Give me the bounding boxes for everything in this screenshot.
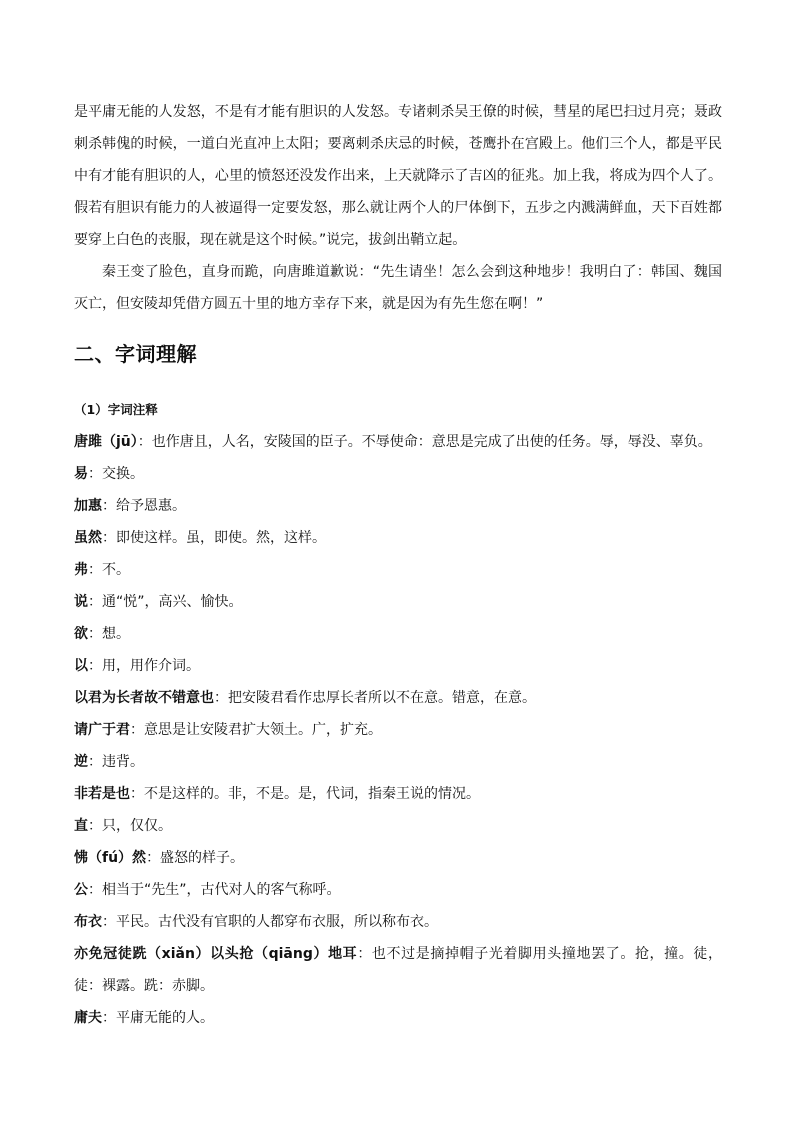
glossary-subtitle: （1）字词注释	[74, 402, 158, 417]
glossary-entry	[74, 618, 722, 650]
glossary-term: 加惠	[74, 498, 102, 514]
glossary-entry	[74, 522, 722, 554]
glossary-entry	[74, 714, 722, 746]
glossary-definition: ：不。	[88, 562, 130, 578]
glossary-definition: ：违背。	[88, 754, 144, 770]
glossary-definition: ：交换。	[88, 466, 144, 482]
glossary	[74, 394, 722, 1034]
glossary-entry	[74, 842, 722, 874]
glossary-definition: ：即使这样。虽，即使。然，这样。	[102, 530, 326, 546]
glossary-definition: ：平庸无能的人。	[102, 1010, 214, 1026]
glossary-term: 非若是也	[74, 786, 130, 802]
glossary-entry	[74, 906, 722, 938]
glossary-term: 唐雎（jū）	[74, 434, 138, 450]
glossary-term: 怫（fú）然	[74, 850, 147, 866]
glossary-definition: ：不是这样的。非，不是。是，代词，指秦王说的情况。	[130, 786, 480, 802]
glossary-definition: ：通“悦”，高兴、愉快。	[88, 594, 243, 610]
glossary-entry	[74, 554, 722, 586]
glossary-entry	[74, 650, 722, 682]
glossary-entry	[74, 682, 722, 714]
glossary-entry	[74, 810, 722, 842]
glossary-definition: ：平民。古代没有官职的人都穿布衣服，所以称布衣。	[102, 914, 438, 930]
glossary-term: 以君为长者故不错意也	[74, 690, 214, 706]
glossary-term: 请广于君	[74, 722, 130, 738]
glossary-definition: ：也作唐且，人名，安陵国的臣子。不辱使命：意思是完成了出使的任务。辱，辱没、辜负。	[137, 434, 712, 450]
glossary-term: 弗	[74, 562, 88, 578]
glossary-term: 公	[74, 882, 88, 898]
glossary-definition: ：意思是让安陵君扩大领土。广，扩充。	[130, 722, 382, 738]
glossary-definition: ：只，仅仅。	[88, 818, 172, 834]
section-title: 二、字词理解	[74, 342, 197, 366]
glossary-entry	[74, 874, 722, 906]
glossary-definition: ：把安陵君看作忠厚长者所以不在意。错意，在意。	[214, 690, 536, 706]
glossary-term: 亦免冠徒跣（xiǎn）以头抢（qiāng）地耳	[74, 946, 358, 962]
glossary-entry	[74, 938, 722, 1002]
glossary-term: 易	[74, 466, 88, 482]
glossary-entry	[74, 426, 722, 458]
glossary-term: 庸夫	[74, 1010, 102, 1026]
glossary-entry	[74, 490, 722, 522]
translation-passage	[74, 96, 722, 320]
passage-paragraph-2: 秦王变了脸色，直身而跪，向唐雎道歉说：“先生请坐！怎么会到这种地步！我明白了：韩国、魏国灭亡，但安陵却凭借方圆五十里的地方幸存下来，就是因为有先生您在啊！”	[74, 264, 722, 312]
glossary-term: 说	[74, 594, 88, 610]
glossary-term: 欲	[74, 626, 88, 642]
glossary-term: 逆	[74, 754, 88, 770]
glossary-term: 布衣	[74, 914, 102, 930]
glossary-term: 虽然	[74, 530, 102, 546]
glossary-definition: ：用，用作介词。	[88, 658, 200, 674]
glossary-entries	[74, 426, 722, 1034]
glossary-term: 直	[74, 818, 88, 834]
glossary-definition: ：盛怒的样子。	[146, 850, 245, 866]
glossary-entry	[74, 778, 722, 810]
glossary-entry	[74, 586, 722, 618]
glossary-entry	[74, 458, 722, 490]
glossary-definition: ：给予恩惠。	[102, 498, 186, 514]
glossary-definition: ：想。	[88, 626, 130, 642]
glossary-definition: ：也不过是摘掉帽子光着脚用头撞地罢了。抢，撞。徒，徒：裸露。跣：赤脚。	[74, 946, 723, 994]
glossary-entry	[74, 746, 722, 778]
glossary-definition: ：相当于“先生”，古代对人的客气称呼。	[88, 882, 341, 898]
glossary-term: 以	[74, 658, 88, 674]
passage-paragraph-1: 是平庸无能的人发怒，不是有才能有胆识的人发怒。专诸刺杀吴王僚的时候，彗星的尾巴扫过月亮；聂政刺杀韩傀的时候，一道白光直冲上太阳；要离刺杀庆忌的时候，苍鹰扑在宫殿上。他们三个人，都是平民中有才能有胆识的人，心里的愤怒还没发作出来，上天就降示了吉凶的征兆。加上我，将成为四个人了。假若有胆识有能力的人被逼得一定要发怒，那么就让两个人的尸体倒下，五步之内溅满鲜血，天下百姓都要穿上白色的丧服，现在就是这个时候。”说完，拔剑出鞘立起。	[74, 104, 722, 248]
glossary-entry	[74, 1002, 722, 1034]
